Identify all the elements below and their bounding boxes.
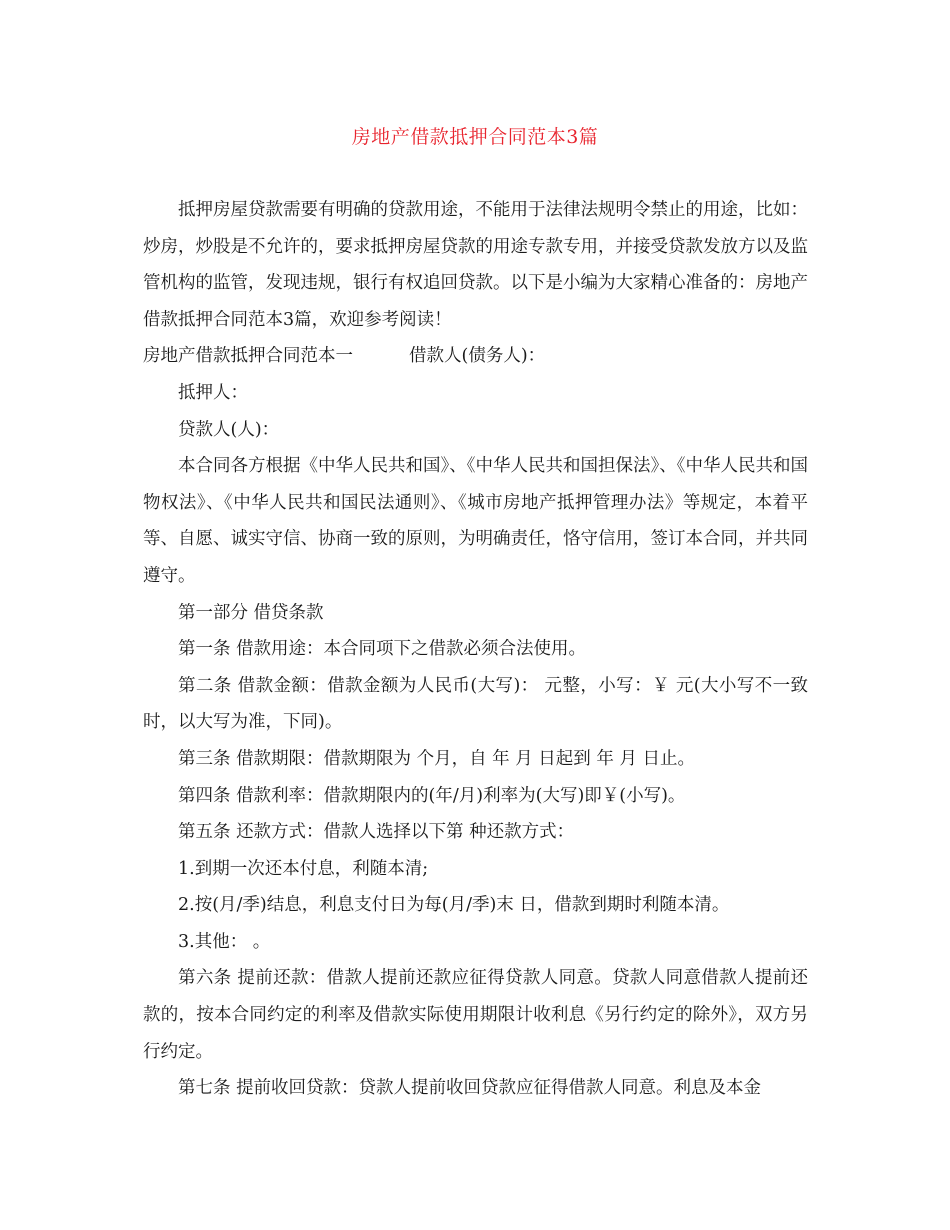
article-1: 第一条 借款用途：本合同项下之借款必须合法使用。 (178, 639, 587, 660)
mortgagor-field: 抵押人： (178, 382, 248, 403)
article-7: 第七条 提前收回贷款：贷款人提前收回贷款应征得借款人同意。利息及本金 (178, 1078, 762, 1099)
repayment-option-1: 1.到期一次还本付息，利随本清; (178, 858, 429, 879)
document-body (143, 192, 808, 1107)
article-5: 第五条 还款方式：借款人选择以下第 种还款方式： (178, 822, 575, 843)
lender-field: 贷款人(人)： (178, 419, 280, 440)
intro-paragraph: 抵押房屋贷款需要有明确的贷款用途，不能用于法律法规明令禁止的用途，比如：炒房，炒股是不允许的，要求抵押房屋贷款的用途专款专用，并接受贷款发放方以及监管机构的监管，发现违规，银行有权追回贷款。以下是小编为大家精心准备的：房地产借款抵押合同范本3篇，欢迎参考阅读！ (143, 200, 808, 330)
article-3: 第三条 借款期限：借款期限为 个月，自 年 月 日起到 年 月 日止。 (178, 748, 695, 769)
repayment-option-3: 3.其他： 。 (178, 931, 271, 952)
repayment-option-2: 2.按(月/季)结息，利息支付日为每(月/季)末 日，借款到期时利随本清。 (178, 895, 730, 916)
article-2: 第二条 借款金额：借款金额为人民币(大写)： 元整，小写：￥ 元(大小写不一致时，以大写为准，下同)。 (143, 675, 808, 733)
article-6: 第六条 提前还款：借款人提前还款应征得贷款人同意。贷款人同意借款人提前还款的，按本合同约定的利率及借款实际使用期限计收利息《另行约定的除外》，双方另行约定。 (143, 968, 808, 1062)
document-title: 房地产借款抵押合同范本3篇 (351, 126, 599, 148)
preamble-paragraph: 本合同各方根据《中华人民共和国》、《中华人民共和国担保法》、《中华人民共和国物权法》、《中华人民共和国民法通则》、《城市房地产抵押管理办法》等规定，本着平等、自愿、诚实守信、协商一致的原则，为明确责任，恪守信用，签订本合同，并共同遵守。 (143, 456, 808, 586)
section-heading: 房地产借款抵押合同范本一 (143, 346, 353, 367)
part-heading: 第一部分 借贷条款 (178, 602, 324, 623)
borrower-field: 借款人(债务人)： (409, 346, 546, 367)
section-heading-line (143, 338, 808, 375)
article-4: 第四条 借款利率：借款期限内的(年/月)利率为(大写)即￥(小写)。 (178, 785, 686, 806)
